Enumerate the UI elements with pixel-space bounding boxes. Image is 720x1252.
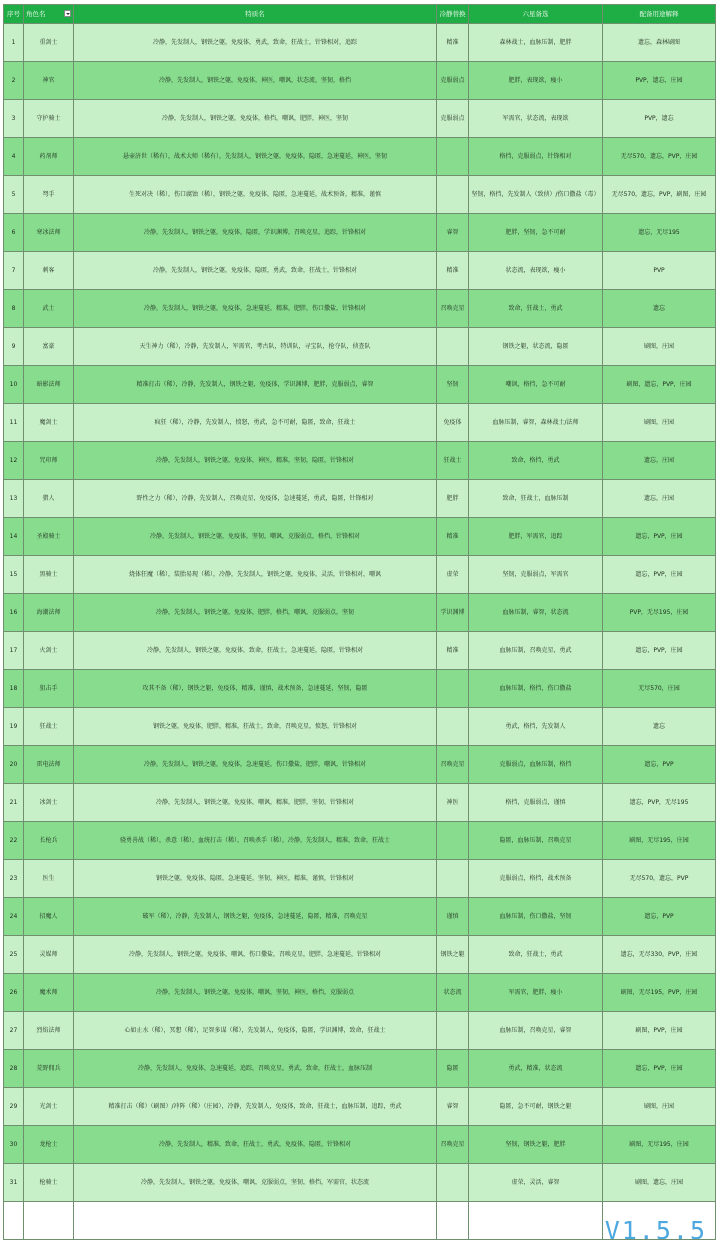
cell-index[interactable]: 17 — [4, 632, 24, 670]
cell-traits[interactable]: 冷静，先发制人，钢铁之躯，免疫体，隐匿，学识渊博，召唤克星，追踪，针锋相对 — [74, 214, 437, 252]
header-row — [4, 5, 716, 24]
cell-six-alt[interactable]: 血脉压制，睿智，状态流 — [469, 594, 603, 632]
cell-calm-alt[interactable]: 肥胖 — [437, 480, 469, 518]
cell-calm-alt[interactable]: 免疫体 — [437, 404, 469, 442]
cell-calm-alt[interactable]: 克服弱点 — [437, 100, 469, 138]
cell-six-alt[interactable]: 勇武，精准，状态流 — [469, 1050, 603, 1088]
cell-role[interactable]: 圣殿骑士 — [24, 518, 74, 556]
cell-usage[interactable]: 遗忘，无尽330，PVP，庄园 — [603, 936, 716, 974]
cell-role[interactable]: 守护骑士 — [24, 100, 74, 138]
cell-calm-alt[interactable] — [437, 176, 469, 214]
cell-calm-alt[interactable] — [437, 708, 469, 746]
cell-usage[interactable]: 遗忘，PVP，庄园 — [603, 556, 716, 594]
table-row — [4, 328, 716, 366]
empty-cell[interactable] — [437, 1202, 469, 1240]
cell-usage[interactable]: 遗忘，庄园 — [603, 442, 716, 480]
empty-cell[interactable] — [469, 1202, 603, 1240]
header-role — [24, 5, 74, 24]
cell-usage[interactable]: 刷图，庄园 — [603, 328, 716, 366]
cell-calm-alt[interactable] — [437, 1012, 469, 1050]
cell-index[interactable]: 18 — [4, 670, 24, 708]
cell-calm-alt[interactable]: 睿智 — [437, 214, 469, 252]
cell-calm-alt[interactable] — [437, 138, 469, 176]
table-row — [4, 1126, 716, 1164]
cell-six-alt[interactable]: 坚韧，克服弱点，军需官 — [469, 556, 603, 594]
cell-traits[interactable]: 冷静，先发制人，钢铁之躯，免疫体，格挡，嘲讽，肥胖，神医，坚韧 — [74, 100, 437, 138]
cell-calm-alt[interactable]: 状态流 — [437, 974, 469, 1012]
cell-traits[interactable]: 钢铁之躯，免疫体，肥胖，精准，狂战士，致命，召唤克星，愤怒，针锋相对 — [74, 708, 437, 746]
cell-usage[interactable]: 无尽570，庄园 — [603, 670, 716, 708]
header-index: 序号 — [4, 5, 24, 24]
cell-usage[interactable]: 刷图，遗忘，PVP，庄园 — [603, 366, 716, 404]
cell-six-alt[interactable]: 克服弱点，血脉压制，格挡 — [469, 746, 603, 784]
cell-usage[interactable]: 遗忘，PVP，庄园 — [603, 518, 716, 556]
cell-usage[interactable]: 遗忘 — [603, 708, 716, 746]
cell-six-alt[interactable]: 隐匿，急不可耐，钢铁之躯 — [469, 1088, 603, 1126]
cell-index[interactable]: 20 — [4, 746, 24, 784]
cell-role[interactable]: 黑骑士 — [24, 556, 74, 594]
empty-cell[interactable] — [74, 1202, 437, 1240]
table-row — [4, 1088, 716, 1126]
cell-six-alt[interactable]: 格挡，克服弱点，针锋相对 — [469, 138, 603, 176]
cell-six-alt[interactable]: 隐匿，血脉压制，召唤克星 — [469, 822, 603, 860]
cell-six-alt[interactable]: 血脉压制，伤口撒盐，坚韧 — [469, 898, 603, 936]
cell-index[interactable]: 23 — [4, 860, 24, 898]
cell-calm-alt[interactable]: 谨慎 — [437, 898, 469, 936]
cell-six-alt[interactable]: 克服弱点，格挡，战术预备 — [469, 860, 603, 898]
table-row — [4, 214, 716, 252]
roles-table — [3, 4, 716, 1240]
cell-six-alt[interactable]: 致命，狂战士，勇武 — [469, 290, 603, 328]
cell-role[interactable]: 寒冰法师 — [24, 214, 74, 252]
version-label: V1.5.5 — [604, 1216, 707, 1240]
cell-index[interactable]: 22 — [4, 822, 24, 860]
cell-traits[interactable]: 生死对决（稀），伤口腐蚀（稀），钢铁之躯，免疫体，隐匿，急速蔓延，战术预备，精准，谨慎 — [74, 176, 437, 214]
cell-calm-alt[interactable]: 学识渊博 — [437, 594, 469, 632]
cell-calm-alt[interactable]: 精准 — [437, 518, 469, 556]
cell-calm-alt[interactable]: 精准 — [437, 632, 469, 670]
cell-calm-alt[interactable]: 召唤克星 — [437, 1126, 469, 1164]
cell-role[interactable]: 医生 — [24, 860, 74, 898]
cell-usage[interactable]: 无尽570，遗忘，PVP，刷图，庄园 — [603, 176, 716, 214]
cell-calm-alt[interactable] — [437, 328, 469, 366]
cell-index[interactable]: 9 — [4, 328, 24, 366]
cell-traits[interactable]: 冷静，先发制人，钢铁之躯，免疫体，神医，精准，坚韧，隐匿，针锋相对 — [74, 442, 437, 480]
cell-six-alt[interactable]: 森林战士，血脉压制，肥胖 — [469, 24, 603, 62]
cell-traits[interactable]: 钢铁之躯，免疫体，隐匿，急速蔓延，坚韧，神医，精准，谨慎，针锋相对 — [74, 860, 437, 898]
cell-usage[interactable]: 遗忘，无尽195 — [603, 214, 716, 252]
cell-calm-alt[interactable]: 睿智 — [437, 1088, 469, 1126]
cell-traits[interactable]: 攻其不备（稀），钢铁之躯，免疫体，精准，谨慎，战术预备，急速蔓延，坚韧，隐匿 — [74, 670, 437, 708]
cell-role[interactable]: 招魔人 — [24, 898, 74, 936]
cell-index[interactable]: 16 — [4, 594, 24, 632]
table-row — [4, 1012, 716, 1050]
cell-role[interactable]: 枪骑士 — [24, 1164, 74, 1202]
table-row — [4, 518, 716, 556]
cell-usage[interactable]: 刷图，遗忘，庄园 — [603, 1164, 716, 1202]
cell-traits[interactable]: 心如止水（稀），冥想（稀），足智多谋（稀），先发制人，免疫体，隐匿，学识渊博，致命，狂战士 — [74, 1012, 437, 1050]
cell-six-alt[interactable]: 血脉压制，格挡，伤口撒盐 — [469, 670, 603, 708]
cell-role[interactable]: 神官 — [24, 62, 74, 100]
table-row — [4, 708, 716, 746]
cell-six-alt[interactable]: 坚韧，钢铁之躯，肥胖 — [469, 1126, 603, 1164]
cell-role[interactable]: 药剂师 — [24, 138, 74, 176]
cell-index[interactable]: 14 — [4, 518, 24, 556]
table-row — [4, 670, 716, 708]
cell-index[interactable]: 26 — [4, 974, 24, 1012]
cell-usage[interactable]: 遗忘，森林刷图 — [603, 24, 716, 62]
cell-usage[interactable]: 无尽570，遗忘，PVP，庄园 — [603, 138, 716, 176]
cell-usage[interactable]: 遗忘 — [603, 290, 716, 328]
cell-role[interactable]: 烈焰法师 — [24, 1012, 74, 1050]
cell-usage[interactable]: PVP，遗忘，庄园 — [603, 62, 716, 100]
cell-role[interactable]: 猎人 — [24, 480, 74, 518]
cell-role[interactable]: 咒印师 — [24, 442, 74, 480]
cell-usage[interactable]: 刷图，PVP，庄园 — [603, 1012, 716, 1050]
version-cell[interactable] — [603, 1202, 716, 1240]
cell-traits[interactable]: 悬壶济世（稀有），战术大师（稀有），先发制人，钢铁之躯，免疫体，隐匿，急速蔓延，神医，坚韧 — [74, 138, 437, 176]
cell-traits[interactable]: 烧体狂魔（稀），装胎易现（稀），冷静，先发制人，钢铁之躯，免疫体，灵活，针锋相对，嘲讽 — [74, 556, 437, 594]
table-row — [4, 1050, 716, 1088]
cell-index[interactable]: 5 — [4, 176, 24, 214]
cell-index[interactable]: 10 — [4, 366, 24, 404]
cell-calm-alt[interactable]: 坚韧 — [437, 366, 469, 404]
header-calm-alt: 冷静替换 — [437, 5, 469, 24]
table-row — [4, 898, 716, 936]
table-row — [4, 746, 716, 784]
cell-traits[interactable]: 破军（稀），冷静，先发制人，钢铁之躯，免疫体，急速蔓延，隐匿，精准，召唤克星 — [74, 898, 437, 936]
cell-six-alt[interactable]: 致命，格挡，勇武 — [469, 442, 603, 480]
table-row — [4, 404, 716, 442]
cell-calm-alt[interactable]: 精准 — [437, 24, 469, 62]
cell-index[interactable]: 27 — [4, 1012, 24, 1050]
cell-six-alt[interactable]: 坚韧，格挡，先发制人（致侦）/伤口撒盐（毒） — [469, 176, 603, 214]
header-usage: 配备用途解释 — [603, 5, 716, 24]
empty-cell[interactable] — [24, 1202, 74, 1240]
cell-usage[interactable]: 遗忘，庄园 — [603, 480, 716, 518]
cell-usage[interactable]: 刷图，无尽195，庄园 — [603, 1126, 716, 1164]
cell-usage[interactable]: 遗忘，PVP — [603, 746, 716, 784]
cell-index[interactable]: 29 — [4, 1088, 24, 1126]
table-row — [4, 632, 716, 670]
table-row — [4, 936, 716, 974]
cell-role[interactable]: 火剑士 — [24, 632, 74, 670]
cell-usage[interactable]: 遗忘，PVP — [603, 898, 716, 936]
table-row — [4, 366, 716, 404]
cell-index[interactable]: 24 — [4, 898, 24, 936]
cell-calm-alt[interactable]: 召唤克星 — [437, 746, 469, 784]
header-traits: 特质名 — [74, 5, 437, 24]
cell-traits[interactable]: 冷静，先发制人，免疫体，急速蔓延，追踪，召唤克星，勇武，致命，狂战士，血脉压制 — [74, 1050, 437, 1088]
cell-calm-alt[interactable]: 隐匿 — [437, 1050, 469, 1088]
empty-cell[interactable] — [4, 1202, 24, 1240]
cell-index[interactable]: 1 — [4, 24, 24, 62]
table-row — [4, 860, 716, 898]
filter-dropdown-icon[interactable] — [64, 10, 71, 17]
cell-role[interactable]: 武士 — [24, 290, 74, 328]
cell-six-alt[interactable]: 肥胖，军需官，追踪 — [469, 518, 603, 556]
cell-index[interactable]: 3 — [4, 100, 24, 138]
cell-calm-alt[interactable]: 虚荣 — [437, 556, 469, 594]
table-row — [4, 784, 716, 822]
cell-traits[interactable]: 冷静，先发制人，精准，致命，狂战士，勇武，免疫体，隐匿，针锋相对 — [74, 1126, 437, 1164]
cell-traits[interactable]: 冷静，先发制人，钢铁之躯，免疫体，嘲讽，精准，肥胖，坚韧，针锋相对 — [74, 784, 437, 822]
cell-index[interactable]: 11 — [4, 404, 24, 442]
cell-traits[interactable]: 冷静，先发制人，钢铁之躯，免疫体，嘲讽，伤口撒盐，召唤克星，肥胖，急速蔓延，针锋相对 — [74, 936, 437, 974]
cell-usage[interactable]: 遗忘，PVP，庄园 — [603, 632, 716, 670]
footer-row — [4, 1202, 716, 1240]
table-row — [4, 24, 716, 62]
table-row — [4, 252, 716, 290]
cell-traits[interactable]: 冷静，先发制人，钢铁之躯，免疫体，勇武，致命，狂战士，针锋相对，追踪 — [74, 24, 437, 62]
cell-role[interactable]: 灵媒师 — [24, 936, 74, 974]
table-row — [4, 290, 716, 328]
cell-role[interactable]: 弩手 — [24, 176, 74, 214]
cell-index[interactable]: 31 — [4, 1164, 24, 1202]
cell-index[interactable]: 25 — [4, 936, 24, 974]
table-row — [4, 556, 716, 594]
table-row — [4, 594, 716, 632]
cell-usage[interactable]: 刷图，无尽195，PVP，庄园 — [603, 974, 716, 1012]
cell-calm-alt[interactable] — [437, 822, 469, 860]
cell-traits[interactable]: 冷静，先发制人，钢铁之躯，免疫体，急速蔓延，精准，肥胖，伤口撒盐，针锋相对 — [74, 290, 437, 328]
cell-usage[interactable]: PVP，遗忘 — [603, 100, 716, 138]
cell-role[interactable]: 冰剑士 — [24, 784, 74, 822]
cell-calm-alt[interactable]: 钢铁之躯 — [437, 936, 469, 974]
table-row — [4, 138, 716, 176]
cell-usage[interactable]: 刷图，无尽195，庄园 — [603, 822, 716, 860]
table-row — [4, 100, 716, 138]
cell-calm-alt[interactable]: 召唤克星 — [437, 290, 469, 328]
cell-usage[interactable]: 遗忘，PVP，无尽195 — [603, 784, 716, 822]
cell-six-alt[interactable]: 嘲讽，格挡，急不可耐 — [469, 366, 603, 404]
cell-role[interactable]: 长枪兵 — [24, 822, 74, 860]
cell-traits[interactable]: 冷静，先发制人，钢铁之躯，免疫体，急速蔓延，伤口撒盐，肥胖，嘲讽，针锋相对 — [74, 746, 437, 784]
table-row — [4, 442, 716, 480]
cell-index[interactable]: 13 — [4, 480, 24, 518]
header-six-alt: 六星备选 — [469, 5, 603, 24]
cell-six-alt[interactable]: 肥胖，表现欲，瘦小 — [469, 62, 603, 100]
cell-index[interactable]: 15 — [4, 556, 24, 594]
cell-six-alt[interactable]: 军需官，状态流，表现欲 — [469, 100, 603, 138]
cell-usage[interactable]: PVP — [603, 252, 716, 290]
cell-role[interactable]: 富豪 — [24, 328, 74, 366]
table-row — [4, 1164, 716, 1202]
table-row — [4, 176, 716, 214]
cell-role[interactable]: 狂战士 — [24, 708, 74, 746]
cell-traits[interactable]: 冷静，先发制人，钢铁之躯，免疫体，坚韧，嘲讽，克服弱点，格挡，针锋相对 — [74, 518, 437, 556]
cell-six-alt[interactable]: 勇武，格挡，先发制人 — [469, 708, 603, 746]
cell-calm-alt[interactable] — [437, 670, 469, 708]
cell-usage[interactable]: 无尽570，遗忘，PVP — [603, 860, 716, 898]
cell-index[interactable]: 6 — [4, 214, 24, 252]
cell-index[interactable]: 4 — [4, 138, 24, 176]
cell-six-alt[interactable]: 致命，狂战士，血脉压制 — [469, 480, 603, 518]
cell-index[interactable]: 30 — [4, 1126, 24, 1164]
cell-six-alt[interactable]: 肥胖，坚韧，急不可耐 — [469, 214, 603, 252]
cell-traits[interactable]: 冷静，先发制人，钢铁之躯，免疫体，嘲讽，坚韧，神医，格挡，克服弱点 — [74, 974, 437, 1012]
cell-traits[interactable]: 天生神力（稀），冷静，先发制人，军需官，考古队，特训队，寻宝队，抢夺队，侦查队 — [74, 328, 437, 366]
cell-calm-alt[interactable]: 精准 — [437, 252, 469, 290]
cell-role[interactable]: 荒野佣兵 — [24, 1050, 74, 1088]
cell-index[interactable]: 12 — [4, 442, 24, 480]
cell-traits[interactable]: 冷静，先发制人，钢铁之躯，免疫体，神医，嘲讽，状态流，坚韧，格挡 — [74, 62, 437, 100]
cell-six-alt[interactable]: 血脉压制，召唤克星，睿智 — [469, 1012, 603, 1050]
table-row — [4, 62, 716, 100]
cell-index[interactable]: 21 — [4, 784, 24, 822]
cell-traits[interactable]: 冷静，先发制人，钢铁之躯，免疫体，肥胖，格挡，嘲讽，克服弱点，坚韧 — [74, 594, 437, 632]
cell-calm-alt[interactable]: 神医 — [437, 784, 469, 822]
cell-usage[interactable]: 刷图，庄园 — [603, 1088, 716, 1126]
cell-index[interactable]: 19 — [4, 708, 24, 746]
cell-index[interactable]: 8 — [4, 290, 24, 328]
cell-role[interactable]: 魔剑士 — [24, 404, 74, 442]
cell-calm-alt[interactable]: 克服弱点 — [437, 62, 469, 100]
header-role-label: 角色名 — [26, 10, 46, 18]
cell-six-alt[interactable]: 钢铁之躯，状态流，隐匿 — [469, 328, 603, 366]
cell-traits[interactable]: 冷静，先发制人，钢铁之躯，免疫体，致命，狂战士，急速蔓延，隐匿，针锋相对 — [74, 632, 437, 670]
cell-six-alt[interactable]: 状态流，表现欲，瘦小 — [469, 252, 603, 290]
cell-six-alt[interactable]: 致命，狂战士，勇武 — [469, 936, 603, 974]
cell-six-alt[interactable]: 格挡，克服弱点，谨慎 — [469, 784, 603, 822]
cell-role[interactable]: 刺客 — [24, 252, 74, 290]
cell-traits[interactable]: 野性之力（稀），冷静，先发制人，召唤克星，免疫体，急速蔓延，勇武，隐匿，针锋相对 — [74, 480, 437, 518]
cell-role[interactable]: 光剑士 — [24, 1088, 74, 1126]
cell-traits[interactable]: 骁勇善战（稀），杀意（稀），血统打击（稀），召唤杀手（稀），冷静，先发制人，精准，致命，狂战士 — [74, 822, 437, 860]
cell-traits[interactable]: 冷静，先发制人，钢铁之躯，免疫体，隐匿，勇武，致命，狂战士，针锋相对 — [74, 252, 437, 290]
table-row — [4, 480, 716, 518]
cell-index[interactable]: 28 — [4, 1050, 24, 1088]
cell-calm-alt[interactable]: 狂战士 — [437, 442, 469, 480]
cell-role[interactable]: 海潮法师 — [24, 594, 74, 632]
cell-role[interactable]: 暗影法师 — [24, 366, 74, 404]
cell-calm-alt[interactable] — [437, 860, 469, 898]
cell-six-alt[interactable]: 血脉压制，睿智，森林战士/法师 — [469, 404, 603, 442]
cell-usage[interactable]: 刷图，庄园 — [603, 404, 716, 442]
table-row — [4, 974, 716, 1012]
cell-six-alt[interactable]: 血脉压制，召唤克星，勇武 — [469, 632, 603, 670]
cell-index[interactable]: 2 — [4, 62, 24, 100]
cell-index[interactable]: 7 — [4, 252, 24, 290]
table-body — [4, 24, 716, 1240]
cell-traits[interactable]: 精准打击（稀），冷静，先发制人，钢铁之躯，免疫体，学识渊博，肥胖，克服弱点，睿智 — [74, 366, 437, 404]
cell-traits[interactable]: 精准打击（稀）（刷图）/冲阵（稀）（庄园），冷静，先发制人，免疫体，致命，狂战士，血脉压制，追踪，勇武 — [74, 1088, 437, 1126]
cell-role[interactable]: 雷电法师 — [24, 746, 74, 784]
cell-six-alt[interactable]: 军需官，肥胖，瘦小 — [469, 974, 603, 1012]
cell-traits[interactable]: 冷静，先发制人，钢铁之躯，免疫体，嘲讽，克服弱点，坚韧，格挡，军需官，状态流 — [74, 1164, 437, 1202]
cell-calm-alt[interactable] — [437, 1164, 469, 1202]
table-row — [4, 822, 716, 860]
cell-usage[interactable]: 遗忘，PVP，庄园 — [603, 1050, 716, 1088]
cell-role[interactable]: 重剑士 — [24, 24, 74, 62]
cell-role[interactable]: 龙枪士 — [24, 1126, 74, 1164]
cell-role[interactable]: 魔术师 — [24, 974, 74, 1012]
cell-traits[interactable]: 疯狂（稀），冷静，先发制人，愤怒，勇武，急不可耐，隐匿，致命，狂战士 — [74, 404, 437, 442]
cell-usage[interactable]: PVP，无尽195，庄园 — [603, 594, 716, 632]
cell-six-alt[interactable]: 虚荣，灵活，睿智 — [469, 1164, 603, 1202]
cell-role[interactable]: 狙击手 — [24, 670, 74, 708]
